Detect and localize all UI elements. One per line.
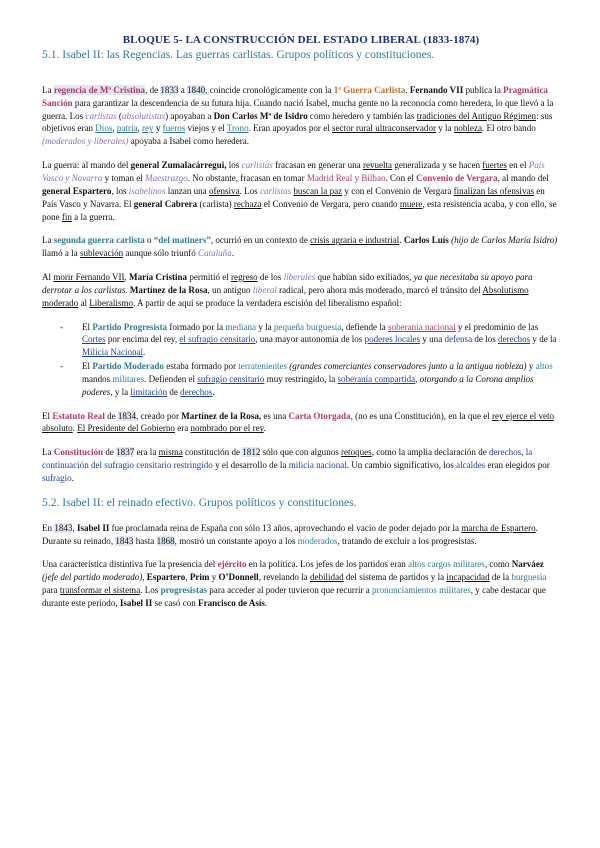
text-run: Cortes [82,334,106,345]
text-run: permitió el [187,272,232,283]
text-run: y la [256,321,274,332]
text-run: defensa [444,334,473,345]
text-run: . Los [239,185,260,196]
text-run: , (no es una Constitución), en la que el [350,410,493,421]
text-run: pequeña burguesía [273,321,342,332]
text-run: fue proclamada reina de España con sólo 13 años, aprovechando el vacío de poder dejado por la [109,522,462,533]
text-run: para [42,585,60,596]
text-run: rey ejerce el veto absoluto [42,410,555,434]
text-run: alcaldes [456,460,486,471]
text-run: derechos [498,334,531,345]
text-run: País Vasco y Navarra [42,160,545,183]
text-run: . A partir de aquí se produce la verdadera escisión del liberalismo español: [132,297,402,308]
text-run: . [263,423,266,434]
text-run: regencia de Mª Cristina [53,84,146,95]
text-run: . [405,84,410,95]
text-run: . [264,597,268,608]
text-run: En [42,522,55,533]
text-run: patria [116,123,138,134]
text-run: 1833 [160,84,179,95]
text-run: era [174,423,191,434]
text-run: Fernando VII [409,84,464,95]
text-run: sector rural ultraconservador [332,123,436,134]
text-run: fin [61,211,72,222]
text-run: Narváez [511,559,544,570]
party-list [42,321,560,399]
text-run: Cataluña [198,248,232,259]
text-run: Milicia Nacional [82,347,144,358]
text-run: buscan la paz [293,185,343,196]
text-run: fuertes [482,160,507,171]
text-run: y [209,572,219,583]
paragraph-estatuto-real [42,410,560,436]
text-run: Absolutismo moderado [42,284,529,308]
text-run: Francisco de Asís [198,597,265,608]
text-run: y el predominio de las [455,321,539,332]
text-run: . Un cambio significativo, los [346,460,457,471]
paragraph-regencia [42,84,560,148]
text-run: . [72,423,78,434]
section-heading-5-2: 5.2. Isabel II: el reinado efectivo. Grupos políticos y constituciones. [42,495,357,509]
text-run: , al mando del [497,172,549,183]
text-run: regreso [231,272,258,283]
text-run: segunda guerra carlista [53,235,145,246]
text-run: nombrado por el rey [190,423,264,434]
text-run: viejos y el [185,123,227,134]
text-run: El [82,321,93,332]
text-run: . El otro bando [481,123,536,134]
text-run: constitución de [182,447,243,458]
text-run: ofensiva [208,185,240,196]
text-run: eran elegidos por [485,460,550,471]
text-run: general Espartero [42,185,112,196]
text-run: El [42,410,53,421]
text-run: y de la [530,334,557,345]
text-run: 1840 [187,84,206,95]
text-run: , [185,572,190,583]
text-run: 1843 [115,535,134,546]
text-run: generalizada y se hacen [392,160,483,171]
text-run: Partido Moderado [92,361,164,372]
text-run: . [71,473,74,483]
text-run: pronunciamientos militares [372,585,471,596]
text-run: y una [420,334,445,345]
text-run: fueros [162,123,186,134]
text-run: Martínez de la Rosa, [181,410,262,421]
text-run: transformar el sistema [59,585,141,596]
text-run: rey [142,123,154,134]
text-run: . [143,347,146,358]
text-run: llamó a la [42,248,80,259]
text-run: Liberalismo [89,297,133,308]
text-run: incapacidad [446,572,490,583]
text-run: La [42,447,54,458]
text-run: (hijo de Carlos María Isidro) [451,235,558,246]
text-run: . Con el [385,172,417,183]
text-run: derechos [180,386,213,397]
text-run: Prim [189,572,210,583]
text-run: otorgando a la Corona amplios poderes [82,373,534,397]
text-run: (grandes comerciantes conservadores junto a la antigua nobleza) [289,361,527,372]
text-run: . Durante su reinado, [42,522,538,546]
text-run: liberal [252,284,277,295]
text-run: mandos [82,373,113,384]
text-run: el Convenio de Vergara, pero cuando [261,198,400,209]
text-run: . [399,235,404,246]
text-run: la continuación del sufragio censitario restringido [42,447,533,471]
list-item-moderado [82,360,560,399]
text-run: marcha de Espartero [461,522,536,533]
text-run: y [526,361,536,372]
text-run: es una [261,410,289,421]
text-run: Don Carlos Mª de Isidro [213,110,308,121]
text-run: Maestrazgo [145,172,188,183]
text-run: para acceder al poder tuvieron que recurrir a [207,585,373,596]
text-run: La [42,84,54,95]
text-run: . Los [140,585,161,596]
text-run: , coincide cronológicamente con la [205,84,334,95]
text-run: soberanía compartida [337,373,416,384]
text-run: Espartero [146,572,186,583]
text-run: altos cargos militares [408,559,485,570]
text-run: , revelando la [258,572,310,583]
text-run: 1ª Guerra Carlista [333,84,406,95]
text-run: de [103,447,117,458]
text-run: . Defienden el [144,373,198,384]
text-run: que habían sido exiliados, [315,272,414,283]
text-run: del sistema de partidos y la [343,572,447,583]
text-run: revuelta [362,160,393,171]
text-run: moderados [297,535,338,546]
text-run: , una mayor autonomía de los [255,334,365,345]
text-run: , y cabe destacar que durante este período, [42,585,546,608]
text-run: Al [42,272,54,283]
text-run: burguesía [511,572,547,583]
text-run: . No obstante, fracasan en tomar [187,172,307,183]
text-run: y con el Convenio de Vergara [342,185,454,196]
text-run: ( [116,110,122,121]
text-run: y toman el [102,172,146,183]
text-run: rechaza [233,198,262,209]
text-run: formado por la [167,321,226,332]
text-run: Carlos Luís [403,235,449,246]
text-run: muy restringido, la [264,373,338,384]
text-run: Una característica distintiva fue la presencia del [42,559,218,570]
text-run: sufragio censitario [197,373,265,384]
text-run: , tratando de excluir a los progresistas. [337,535,477,546]
text-run: (moderados y liberales) [42,136,129,147]
text-run: carlistas [241,160,273,171]
text-run: limitación [130,386,168,397]
text-run: carlistas [85,110,117,121]
text-run: y la [436,123,454,134]
text-run: , esta resistencia acaba, y con ello, se pone [42,198,557,222]
text-run: El Presidente del Gobierno [77,423,175,434]
text-run: poderes locales [364,334,421,345]
text-run: Dios [95,123,113,134]
text-run: Martínez de la Rosa [129,284,208,295]
text-run: sublevación [79,248,124,259]
text-run: , los [111,185,129,196]
text-run: La guerra: al mando del [42,160,131,171]
text-run: hasta [133,535,157,546]
text-run: como heredero y también las [307,110,417,121]
text-run: a [178,84,188,95]
text-run: . Eran apoyados por el [248,123,332,134]
text-run: de los [257,272,284,283]
text-run: aunque sólo triunfó [123,248,199,259]
text-run: ) apoyaban a [165,110,214,121]
text-run: en el [506,160,529,171]
text-run: Estatuto Real [52,410,105,421]
text-run: isabelinos [128,185,166,196]
text-run: , defiende la [341,321,389,332]
document-page [42,34,560,621]
text-run: , [415,373,420,384]
paragraph-isabel-ii [42,522,560,548]
text-run: general Zumalacárregui, [130,160,227,171]
text-run: liberales [283,272,316,283]
text-run: sólo que con algunos [260,447,342,458]
text-run: 1843 [54,522,73,533]
text-run: 1868 [156,535,175,546]
text-run: militares [112,373,145,384]
text-run: derechos [489,447,522,458]
text-run: en País Vasco y Navarra. El [42,185,545,209]
text-run: el sufragio censitario [179,334,256,345]
text-run: apoyaba a Isabel como heredera. [128,136,249,147]
text-run: debilidad [309,572,344,583]
list-item-progresista [82,321,560,360]
text-run: de la [489,572,512,583]
text-run: lanzan una [165,185,209,196]
text-run: (carlista) [197,198,234,209]
text-run: . [212,386,215,397]
text-run: se casó con [152,597,199,608]
text-run: de [167,386,181,397]
text-run: misma [158,447,183,458]
text-run: Isabel II [119,597,153,608]
paragraph-segunda-guerra [42,234,560,260]
text-run: Trono [226,123,249,134]
text-run: tradiciones del Antiguo Régimen [416,110,537,121]
text-run: 1834 [117,410,136,421]
text-run: a la guerra. [71,211,115,222]
text-run: Partido Progresista [92,321,168,332]
text-run: Isabel II [76,522,110,533]
text-run: El [82,361,93,372]
text-run: Carta Otorgada [288,410,351,421]
text-run: era la [134,447,159,458]
text-run: , mostró un constante apoyo a los [174,535,298,546]
document-title: BLOQUE 5- LA CONSTRUCCIÓN DEL ESTADO LIBERAL (1833-1874) [122,34,480,46]
text-run: 1812 [242,447,261,458]
text-run: radical, pero ahora más moderado, marcó el tránsito del [276,284,483,295]
section-heading-5-1: 5.1. Isabel II: las Regencias. Las guerras carlistas. Grupos políticos y constituciones. [42,48,435,61]
text-run: milicia nacional [288,460,347,471]
text-run: morir Fernando VII [53,272,125,283]
text-run: y [153,123,163,134]
text-run: crisis agraria e industrial [310,235,400,246]
text-run: o [144,235,154,246]
text-run: por encima del rey, [105,334,180,345]
text-run: , [137,123,143,134]
text-run: , de [145,84,161,95]
text-run: finalizan las ofensivas [453,185,534,196]
text-run: “del matiners” [153,235,211,246]
text-run: , [124,272,130,283]
text-run: para garantizar la descendencia de su futura hija. Cuando nació Isabel, mucha gente no la reconocía como heredera, lo que llevó a la guerra. Los [42,97,554,121]
paragraph-constitucion-1837 [42,446,560,485]
text-run: en la política. Los jefes de los partidos eran [246,559,409,570]
text-run: Pragmática Sanción [42,84,548,108]
text-run: (jefe del partido moderado) [42,572,143,583]
text-run: . [231,248,234,259]
text-run: 1837 [116,447,135,458]
paragraph-liberales [42,271,560,310]
text-run: ejército [217,559,247,570]
text-run: fracasan en generar una [272,160,363,171]
text-run: soberanía nacional [388,321,456,332]
text-run: muere [399,198,423,209]
text-run: altos [535,361,553,372]
text-run: carlistas [259,185,292,196]
text-run: nobleza [453,123,482,134]
text-run: terratenientes [238,361,288,372]
text-run: , creado por [136,410,182,421]
text-run: , como [484,559,512,570]
text-run: general Cabrera [133,198,198,209]
text-run: O’Donnell [218,572,259,583]
text-run: retoques [341,447,372,458]
text-run: La [42,235,54,246]
text-run: mediana [225,321,257,332]
text-run: , [521,447,526,458]
text-run: Constitución [53,447,104,458]
text-run: sufragio [42,473,72,483]
text-run: de los [472,334,498,345]
paragraph-ejercito [42,558,560,609]
text-run: , [72,522,77,533]
text-run: , y la [110,386,131,397]
text-run: , [142,572,147,583]
text-run: Madrid Real y Bilbao [306,172,386,183]
text-run: progresistas [160,585,208,596]
text-run: estaba formado por [163,361,239,372]
text-run: Convenio de Vergara [416,172,498,183]
paragraph-guerra [42,159,560,223]
text-run: , como la amplia declaración de [371,447,489,458]
text-run: los [226,160,242,171]
text-run: al [78,297,90,308]
text-run: , [112,123,117,134]
text-run: y el desarrollo de la [212,460,289,471]
text-run: publica la [463,84,504,95]
text-run: María Cristina [129,272,188,283]
text-run: , un antiguo [207,284,253,295]
text-run: , ocurrió en un contexto de [210,235,311,246]
text-run: de [104,410,118,421]
text-run: ya que necesitaba su apoyo para derrotar a los carlistas. [42,272,533,295]
text-run: : sus objetivos eran [42,110,553,134]
text-run: absolutistas [121,110,166,121]
